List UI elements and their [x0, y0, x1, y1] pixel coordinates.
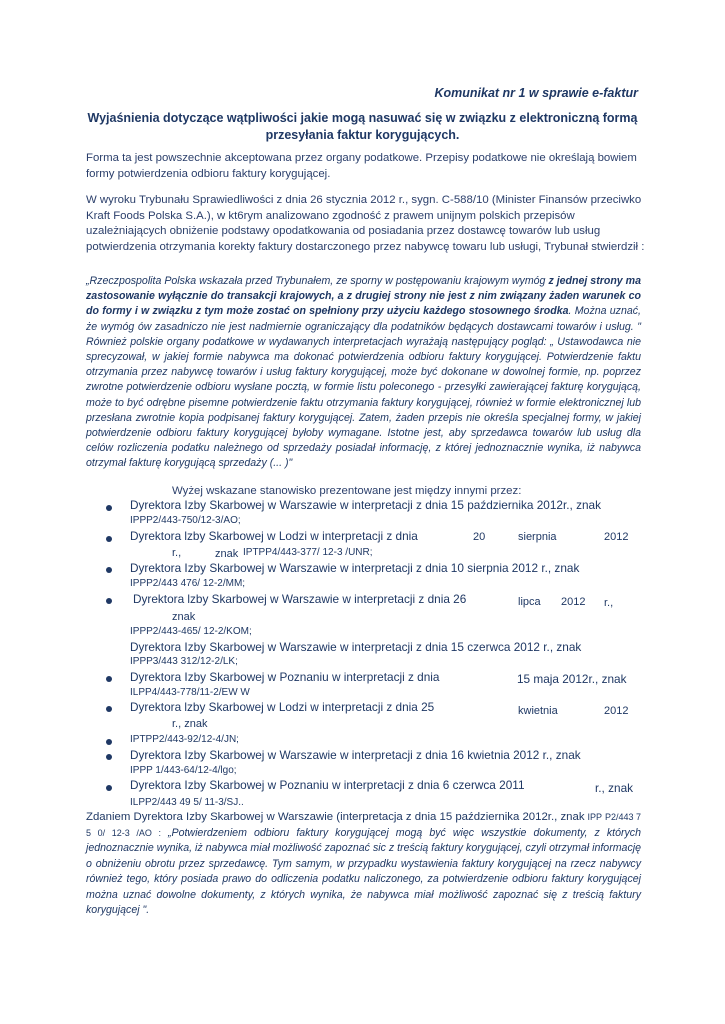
list-item-reference: ILPP4/443-778/11-2/EW W: [130, 687, 250, 698]
list-item-line: Dyrektora Izby Skarbowej w Warszawie w interpretacji z dnia 16 kwietnia 2012 r., znak: [130, 748, 581, 762]
quote-bold-text: z jednej strony ma zastosowanie wyłącznie do transakcji krajowych, a z drugiej strony nie jest z nim związany żaden warunek co do formy i w związku z tym może zostać on spełniony przy użyciu każdego stosownego środka: [86, 275, 641, 318]
list-item-line: Dyrektora Izby Skarbowej w Poznaniu w interpretacji z dnia: [130, 670, 440, 684]
list-item-date-day: 20: [473, 531, 486, 543]
bullet-icon: [106, 739, 112, 745]
title-line-1: Wyjaśnienia dotyczące wątpliwości jakie mogą nasuwać się w związku z elektroniczną formą: [87, 111, 638, 125]
list-item-line: r.,: [604, 597, 614, 609]
list-item-line: r., znak: [172, 718, 208, 730]
list-item-date-year: 2012: [561, 596, 586, 608]
bullet-icon: [106, 505, 112, 511]
bullet-icon: [106, 536, 112, 542]
list-item-line: znak: [172, 611, 196, 623]
document-title: [60, 110, 665, 144]
communication-heading: Komunikat nr 1 w sprawie e-faktur: [434, 86, 638, 100]
bullet-icon: [106, 785, 112, 791]
list-item-date-month: sierpnia: [518, 531, 557, 543]
final-reference-2: P2/443 7 5 0/ 12-3 /AO :: [86, 812, 641, 838]
list-item-reference: IPPP3/443 312/12-2/LK;: [130, 656, 238, 667]
bullet-icon: [106, 706, 112, 712]
list-item-date-month: lipca: [518, 596, 541, 608]
list-item-line: Dyrektora Izby Skarbowej w Warszawie w interpretacji z dnia 10 sierpnia 2012 r., znak: [130, 561, 580, 575]
quote-text-2: . Można uznać, że wymóg ów zasadniczo nie jest nadmiernie ograniczający dla podatników będących dostawcami towarów i usług. " Również polskie organy podatkowe w wydawanych interpretacjach wyrażają następujący pogląd: „ Ustawodawca nie sprecyzował, w jakiej formie nabywca ma dokonać potwierdzenia odbioru faktury korygującej. Potwierdzenie faktu otrzymania przez nabywcę towarów i usług faktury korygującej, może być dokonane w dowolnej formie, np. poprzez zwrotne potwierdzenie odbioru wysłane pocztą, w formie listu poleconego - przesyłki zawierającej fakturę korygującą, może to być odrębne pisemne potwierdzenie faktu otrzymania faktury korygującej, również w formie elektronicznej lub przesłana zwrotnie kopia podpisanej faktury korygującej. Zatem, żaden przepis nie określa specjalnej formy, w jakiej potwierdzenie odbioru faktury korygującej byłoby wymagane. Istotne jest, aby sprzedawca towarów lub usług dla celów rozliczenia podatku należnego od sprzedaży posiadał informację, z której jednoznacznie wynika, iż nabywca otrzymał fakturę korygującą sprzedaży (... )": [86, 305, 641, 470]
list-item-line: r., znak: [595, 781, 634, 795]
final-reference-1: IPP: [587, 812, 602, 822]
final-lead: Zdaniem Dyrektora Izby Skarbowej w Warszawie (interpretacja z dnia 15 października 2012r., znak: [86, 811, 585, 823]
title-line-2: przesyłania faktur korygujących.: [265, 128, 460, 142]
list-item-line: Dyrektora Izby Skarbowej w Poznaniu w interpretacji z dnia 6 czerwca 2011: [130, 778, 525, 792]
list-item-line: 15 maja 2012r., znak: [517, 672, 627, 686]
list-item-date-year: 2012: [604, 531, 629, 543]
list-item-reference: IPTPP4/443-377/ 12-3 /UNR;: [243, 547, 373, 558]
intro-paragraph-1: Forma ta jest powszechnie akceptowana przez organy podatkowe. Przepisy podatkowe nie określają bowiem formy potwierdzenia odbioru faktury korygującej.: [86, 152, 637, 180]
bullet-icon: [106, 598, 112, 604]
list-item-date-year: 2012: [604, 705, 629, 717]
list-item-line: Dyrektora Izby Skarbowej w Warszawie w interpretacji z dnia 15 czerwca 2012 r., znak: [130, 640, 582, 654]
final-quote: „Potwierdzeniem odbioru faktury korygującej mogą być więc wszystkie dokumenty, z których jednoznacznie wynika, iż nabywca miał możliwość zapoznać sic z treścią faktury korygującej, czyli otrzymał informację o obniżeniu obrotu przez sprzedawcę. Tym samym, w przypadku wystawienia faktury korygującej na rzecz nabywcy również tego, który posiada prawo do odliczenia podatku naliczonego, za potwierdzenie odbioru faktury korygującej można uznać dowolne dokumenty, z których wynika, że nabywca miał możliwość zapoznać się z treścią faktury korygującej ".: [86, 826, 641, 916]
list-item-line: Dyrektora Izby Skarbowej w Warszawie w interpretacji z dnia 15 października 2012r., znak: [130, 498, 601, 512]
list-item-line: znak: [215, 548, 239, 560]
quote-text-1: „Rzeczpospolita Polska wskazała przed Trybunałem, ze sporny w postępowaniu krajowym wymóg: [86, 275, 549, 287]
list-item-reference: ILPP2/443 49 5/ 11-3/SJ..: [130, 797, 244, 808]
tribunal-quote: [86, 274, 641, 472]
list-item-line: Dyrektora lzby Skarbowej w Warszawie w interpretacji z dnia 26: [133, 592, 467, 606]
bullet-icon: [106, 754, 112, 760]
list-item-reference: IPPP2/443-465/ 12-2/KOM;: [130, 626, 252, 637]
intro-paragraph-2: W wyroku Trybunału Sprawiedliwości z dnia 26 stycznia 2012 r., sygn. C-588/10 (Minister Finansów przeciwko Kraft Foods Polska S.A.), w kt6rym analizowano zgodność z prawem unijnym polskich przepisów uzależniających obniżenie podstawy opodatkowania od posiadania przez dostawcę towarów lub usług potwierdzenia otrzymania korekty faktury dostarczonego przez nabywcę towaru lub usługi, Trybunał stwierdził :: [86, 194, 645, 253]
list-item-reference: IPPP 1/443-64/12-4/lgo;: [130, 765, 237, 776]
list-item-reference: IPPP2/443 476/ 12-2/MM;: [130, 578, 246, 589]
list-intro: Wyżej wskazane stanowisko prezentowane jest między innymi przez:: [172, 485, 522, 497]
list-item-line: r.,: [172, 547, 182, 559]
list-item-line: Dyrektora lzby Skarbowej w Lodzi w interpretacji z dnia: [130, 529, 418, 543]
bullet-icon: [106, 676, 112, 682]
bullet-icon: [106, 567, 112, 573]
list-item-line: Dyrektora lzby Skarbowej w Lodzi w interpretacji z dnia 25: [130, 700, 435, 714]
list-item-reference: IPTPP2/443-92/12-4/JN;: [130, 734, 239, 745]
list-item-date-month: kwietnia: [518, 705, 558, 717]
final-paragraph: [86, 810, 641, 919]
list-item-reference: IPPP2/443-750/12-3/AO;: [130, 515, 241, 526]
